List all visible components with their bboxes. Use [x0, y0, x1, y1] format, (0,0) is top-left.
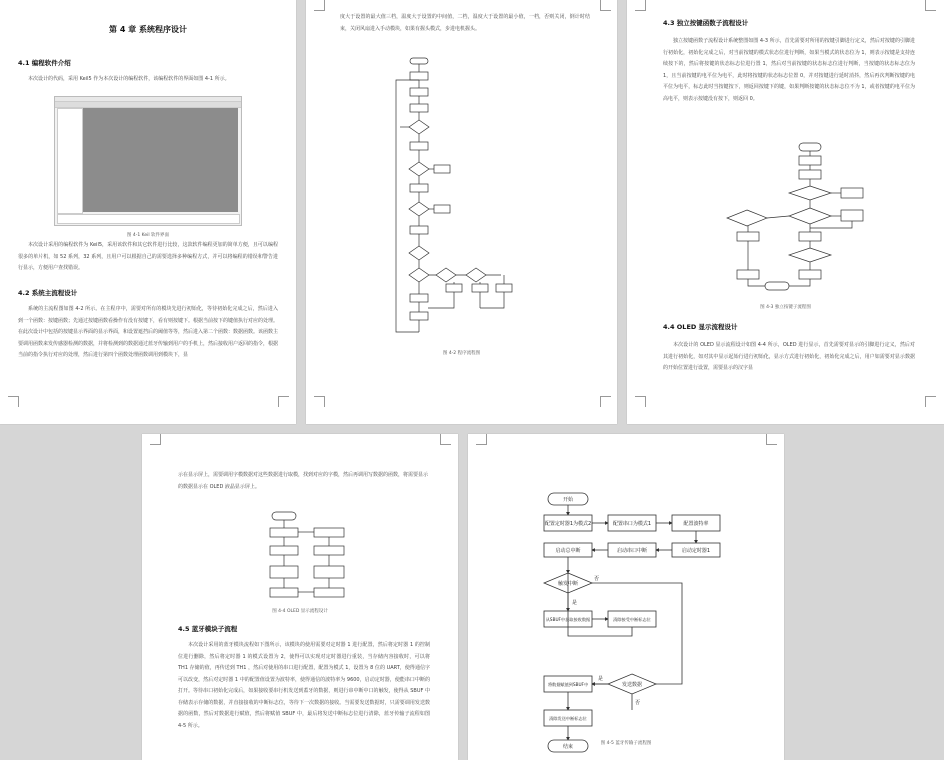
crop-mark — [278, 396, 289, 407]
paragraph: 本次设计采用的蓝牙模块流程如下图所示，该模块的使用需要对定时器 1 进行配置，然后将定时器 1 的控制位进行删除，然后将定时器 1 的模式设置为 2，使得可以实现对定时器进行重装，当存储内容接收时，可以将 TH1 存储的值，再传送到 TH1 ，然后对使用的串口进行配置，配置为模式 1，设置为 8 位的 UART，使得通信字可以改变，然后对定时器 1 中的配置值设置为波特率，使得通信的波特率为 9600，启动定时器，使能串口中断的打开。等待串口初始化完成后，如果接收要串行机发送到蓋牙的数据，则进行串中断中口的触发，使得从 SBUF 中存储表示存储的数据，并直接接收的中断标志位，等待下一次数据的接收。当需要发送数据时，只需要调用发送数据的函数，然后对数据进行赋值，然后将赋值 SBUF 中，最后将发送中断标志位进行清除，蓝牙传输子流程如图 4-5 所示。 — [178, 642, 430, 729]
crop-mark — [8, 396, 19, 407]
figure-caption: 图 4-2 程序流程图 — [442, 351, 481, 356]
clear-tx-flag-label: 清除发送中断标志位 — [549, 716, 587, 721]
end-label: 结束 — [562, 744, 574, 750]
start-timer-label: 启动定时器1 — [681, 548, 711, 554]
open-uart-interrupt-label: 启动串口中断 — [616, 548, 648, 554]
crop-mark — [600, 396, 611, 407]
figure-caption: 图 4-5 蓝牙传输子流程图 — [600, 741, 652, 746]
paragraph: 本次设计采用的编程软件为 Keil5，采用该软件和其它软件进行比较，这款软件编程更加的简单方便，且可以编程很多的单片机，如 52 系列，32 系列，且用户可以根据自己的需要选择多种编程方式，并可以将编程的错误和警告进行显示，方便用户查找错误。 — [18, 242, 278, 271]
document-page-3 — [627, 0, 944, 424]
main-program-flowchart — [306, 50, 617, 350]
chapter-title: 第 4 章 系统程序设计 — [109, 25, 187, 34]
paragraph: 系统的主流程图如图 4-2 所示。在主程序中，需要对所有的模块先进行初始化，等待初始化完成之后，然后进入到一个函数：按键函数；先通过按键函数看操作有没有按键下，看有则按键下。根据当前按下的键值执行对应的处理。在此次设计中包括的按键显示界面的显示界面，和设置遮挡后的阈值等等，然后进入第二个函数：数据函数。该函数主要调用函数来发传感器检测的数据，并将检测到的数据通过蓝牙传输到用户的手机上，然后接收用户返回的指令，根据当前的指令执行对应的处理，然后进行第四个函数处理函数调用到模块下，显 — [18, 306, 278, 358]
crop-mark — [925, 0, 936, 11]
figure-caption: 图 4-4 OLED 显示流程设计 — [272, 609, 328, 614]
write-sbuf-label: 将数据赋值到SBUF中 — [547, 682, 589, 687]
section-title-4-3: 4.3 独立按键函数子流程设计 — [663, 19, 749, 27]
keil-screenshot-figure — [54, 96, 242, 226]
start-label: 开始 — [562, 497, 574, 503]
config-uart-label: 配置串口为模式1 — [612, 521, 652, 527]
no-label-2: 否 — [635, 700, 641, 706]
figure-caption: 图 4-3 独立按键子流程图 — [760, 305, 811, 310]
crop-mark — [440, 434, 451, 445]
paragraph: 本次设计的 OLED 显示流程设计如图 4-4 所示，OLED 进行显示，首先需要对显示的引脚进行定义，然后对其进行初始化，如对其中显示起始行进行初始化，显示方式进行初始化，初始化完成之后，用户如需要对显示数据的开始位置进行设置，需要显示的汉字显 — [663, 342, 915, 371]
document-page-4 — [142, 434, 458, 760]
crop-mark — [635, 396, 646, 407]
independent-key-flowchart — [627, 140, 944, 300]
crop-mark — [766, 434, 777, 445]
section-title-4-1: 4.1 编程软件介绍 — [18, 59, 71, 67]
paragraph: 度大于设置的最大值三档，温度大于设置的中间值，二档，温度大于设置的最小值，一档，否则关闭，倒计时结束，关闭风扇进入手动模块，如果有握头模式，步进电机握头。 — [340, 14, 590, 32]
send-decision-label: 发送数据 — [621, 682, 643, 688]
config-timer-label: 配置定时器1为模式2 — [544, 521, 592, 527]
document-page-5 — [468, 434, 784, 760]
crop-mark — [314, 0, 325, 11]
crop-mark — [314, 396, 325, 407]
paragraph: 本次设计的代码，采用 Keil5 作为本次设计的编程软件，该编程软件的界面如图 4-1 所示。 — [28, 76, 230, 82]
section-title-4-4: 4.4 OLED 显示流程设计 — [663, 323, 738, 331]
crop-mark — [600, 0, 611, 11]
read-sbuf-label: 从SBUF中获取接收数据 — [545, 617, 591, 622]
section-title-4-2: 4.2 系统主流程设计 — [18, 289, 78, 297]
paragraph: 独立按键函数子流程设计系统整图如图 4-3 所示，首先需要对所用的按键引脚进行定义，然后对按键的引脚进行初始化，初始化完成之后，对当前按键的模式状态位进行判断，如果当模式的状态位为 1，则表示按键是支持连续按下的，然后将按键的状态标志位进行置 1，然后对当前按键的状态标志位进行判断，当按键的状态标志位为 1，且当前按键的电平位为电平，此时将按键的状态标志位置 0，并对按键进行延时消抖，然后再次判断按键的电平位为电平，标志此时当按键按下，则返回按键下的键，如果判断按键的状态标志位不为 1，或者按键的电平位为高电平，则表示按键没有按下，则返回 0。 — [663, 38, 915, 102]
section-title-4-5: 4.5 蓝牙模块子流程 — [178, 625, 238, 633]
document-page-2 — [306, 0, 617, 424]
oled-display-flowchart — [142, 508, 458, 608]
open-total-interrupt-label: 启动总中断 — [555, 548, 581, 554]
receive-decision-label: 触发中断 — [557, 581, 579, 587]
paragraph: 示在显示屏上，需要调用字模数据对这些数据进行取模，找到对应的字模，然后再调用写数据的函数，将需要显示的数据显示在 OLED 液晶显示屏上。 — [178, 472, 429, 490]
yes-label: 是 — [572, 600, 578, 606]
config-baud-label: 配置波特率 — [683, 521, 709, 527]
bluetooth-flowchart — [468, 484, 784, 760]
crop-mark — [150, 434, 161, 445]
clear-rx-flag-label: 清除接受中断标志位 — [613, 617, 651, 622]
document-page-1 — [0, 0, 296, 424]
crop-mark — [476, 434, 487, 445]
crop-mark — [925, 396, 936, 407]
no-label: 否 — [594, 576, 600, 582]
crop-mark — [635, 0, 646, 11]
figure-caption: 图 4-1 Keil 软件界面 — [126, 233, 170, 238]
yes-label-2: 是 — [598, 676, 604, 682]
